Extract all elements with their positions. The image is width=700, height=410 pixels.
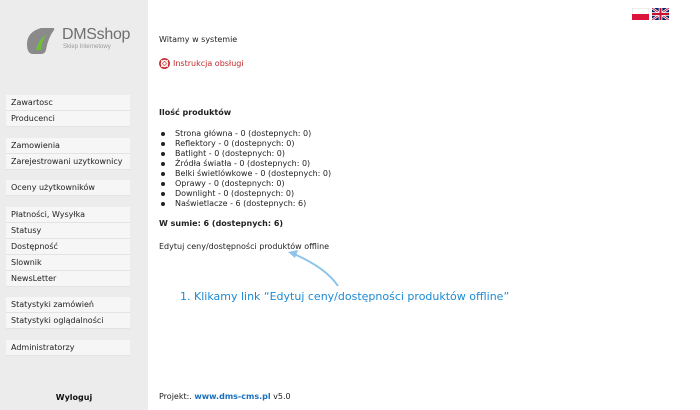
menu-item-zarejestrowani-uzytkownicy[interactable]: Zarejestrowani uzytkownicy: [6, 154, 130, 170]
logout-link[interactable]: Wyloguj: [55, 393, 93, 402]
menu-item-platnosci-wysylka[interactable]: Płatności, Wysyłka: [6, 207, 130, 223]
list-item: Naświetlacze - 6 (dostepnych: 6): [175, 199, 331, 209]
list-item: Oprawy - 0 (dostepnych: 0): [175, 179, 331, 189]
menu-item-newsletter[interactable]: NewsLetter: [6, 271, 130, 287]
menu-item-statystyki-ogladalnosci[interactable]: Statystyki oglądalności: [6, 313, 130, 329]
menu-item-slownik[interactable]: Slownik: [6, 255, 130, 271]
manual-link-label: Instrukcja obsługi: [173, 59, 244, 68]
footer-prefix: Projekt:.: [159, 392, 192, 401]
welcome-text: Witamy w systemie: [159, 35, 238, 44]
list-item: Strona główna - 0 (dostepnych: 0): [175, 129, 331, 139]
menu-item-zawartosc[interactable]: Zawartosc: [6, 95, 130, 111]
list-item: Batlight - 0 (dostepnych: 0): [175, 149, 331, 159]
list-item: Reflektory - 0 (dostepnych: 0): [175, 139, 331, 149]
footer-site-link[interactable]: www.dms-cms.pl: [194, 392, 271, 401]
list-item: Źródła światła - 0 (dostepnych: 0): [175, 159, 331, 169]
logo-tagline: Sklep Internetowy: [63, 44, 111, 50]
menu-item-dostepnosc[interactable]: Dostępność: [6, 239, 130, 255]
logo-brand: DMSshop: [62, 26, 131, 43]
list-item: Belki świetlówkowe - 0 (dostepnych: 0): [175, 169, 331, 179]
annotation-caption: 1. Klikamy link “Edytuj ceny/dostępności produktów offline”: [180, 290, 510, 303]
menu-item-zamowienia[interactable]: Zamowienia: [6, 138, 130, 154]
products-total: W sumie: 6 (dostepnych: 6): [159, 219, 284, 228]
edit-offline-products-link[interactable]: Edytuj ceny/dostępności produktów offline: [159, 242, 330, 251]
menu-item-administratorzy[interactable]: Administratorzy: [6, 340, 130, 356]
list-item: Downlight - 0 (dostepnych: 0): [175, 189, 331, 199]
menu-item-statystyki-zamowien[interactable]: Statystyki zamówień: [6, 297, 130, 313]
menu-item-producenci[interactable]: Producenci: [6, 111, 130, 127]
menu-item-statusy[interactable]: Statusy: [6, 223, 130, 239]
products-heading: Ilość produktów: [159, 108, 232, 117]
footer-version: v5.0: [273, 392, 291, 401]
menu-item-oceny-uzytkownikow[interactable]: Oceny użytkowników: [6, 180, 130, 196]
